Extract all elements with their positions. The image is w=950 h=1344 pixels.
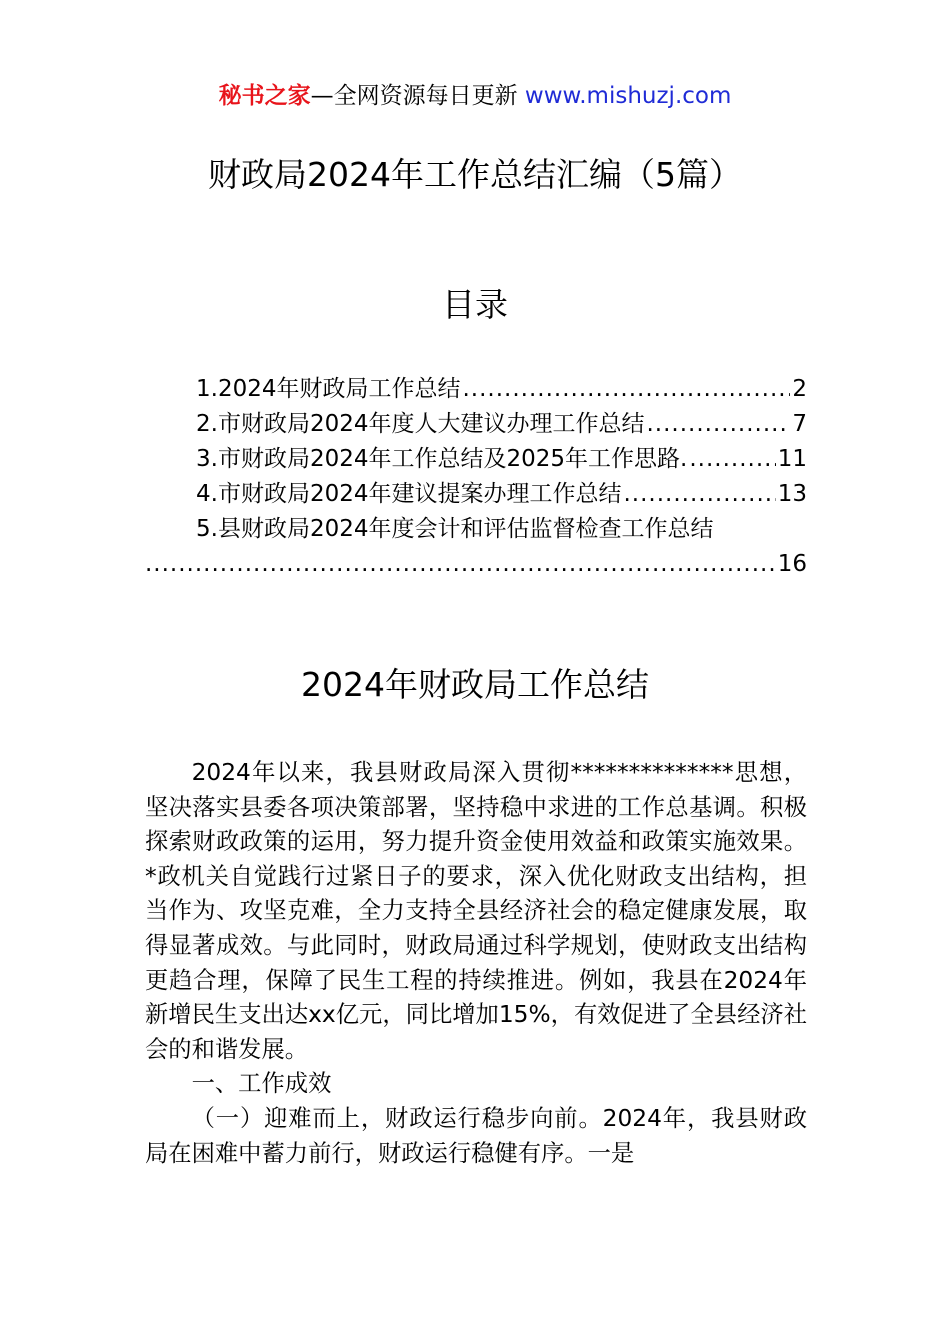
toc-item-3[interactable] bbox=[145, 442, 807, 477]
toc-item-label: 1.2024年财政局工作总结 bbox=[196, 376, 461, 402]
toc-item-4[interactable] bbox=[145, 477, 807, 512]
toc-item-1[interactable] bbox=[145, 372, 807, 407]
document-title: 财政局2024年工作总结汇编（5篇） bbox=[208, 155, 742, 194]
section-title: 2024年财政局工作总结 bbox=[301, 665, 649, 704]
body-paragraph: （一）迎难而上，财政运行稳步向前。2024年，我县财政局在困难中蓄力前行，财政运行稳健有序。一是 bbox=[145, 1104, 807, 1167]
toc-item-page: 13 bbox=[777, 481, 807, 507]
table-of-contents bbox=[145, 372, 807, 582]
toc-item-label: 5.县财政局2024年度会计和评估监督检查工作总结 bbox=[196, 516, 714, 542]
toc-item-label: 4.市财政局2024年建议提案办理工作总结 bbox=[196, 481, 622, 507]
section-body bbox=[145, 756, 807, 1171]
toc-item-label: 3.市财政局2024年工作总结及2025年工作思路. bbox=[196, 446, 688, 472]
toc-item-page: 7 bbox=[792, 411, 807, 437]
body-heading: 一、工作成效 bbox=[191, 1070, 332, 1098]
site-header bbox=[0, 80, 950, 112]
toc-item-page: 11 bbox=[777, 446, 807, 472]
site-brand: 秘书之家 bbox=[218, 83, 311, 109]
toc-item-2[interactable] bbox=[145, 407, 807, 442]
toc-leader-dots bbox=[145, 547, 776, 582]
toc-item-5[interactable] bbox=[145, 512, 807, 547]
toc-item-5-continuation[interactable] bbox=[145, 547, 807, 582]
toc-item-page: 16 bbox=[777, 551, 807, 577]
toc-leader-dots bbox=[646, 407, 790, 442]
body-paragraph: 2024年以来，我县财政局深入贯彻**************思想，坚决落实县委各项决策部署，坚持稳中求进的工作总基调。积极探索财政政策的运用，努力提升资金使用效益和政策实施效果。*政机关自觉践行过紧日子的要求，深入优化财政支出结构，担当作为、攻坚克难，全力支持全县经济社会的稳定健康发展，取得显著成效。与此同时，财政局通过科学规划，使财政支出结构更趋合理，保障了民生工程的持续推进。例如，我县在2024年新增民生支出达xx亿元，同比增加15%，有效促进了全县经济社会的和谐发展。 bbox=[145, 759, 807, 1063]
toc-item-page: 2 bbox=[792, 376, 807, 402]
toc-leader-dots bbox=[689, 442, 775, 477]
toc-heading: 目录 bbox=[442, 285, 508, 324]
toc-leader-dots bbox=[623, 477, 775, 512]
toc-leader-dots bbox=[462, 372, 790, 407]
site-url-link[interactable]: www.mishuzj.com bbox=[524, 83, 732, 109]
toc-item-label: 2.市财政局2024年度人大建议办理工作总结 bbox=[196, 411, 645, 437]
site-slogan: —全网资源每日更新 bbox=[310, 83, 518, 109]
